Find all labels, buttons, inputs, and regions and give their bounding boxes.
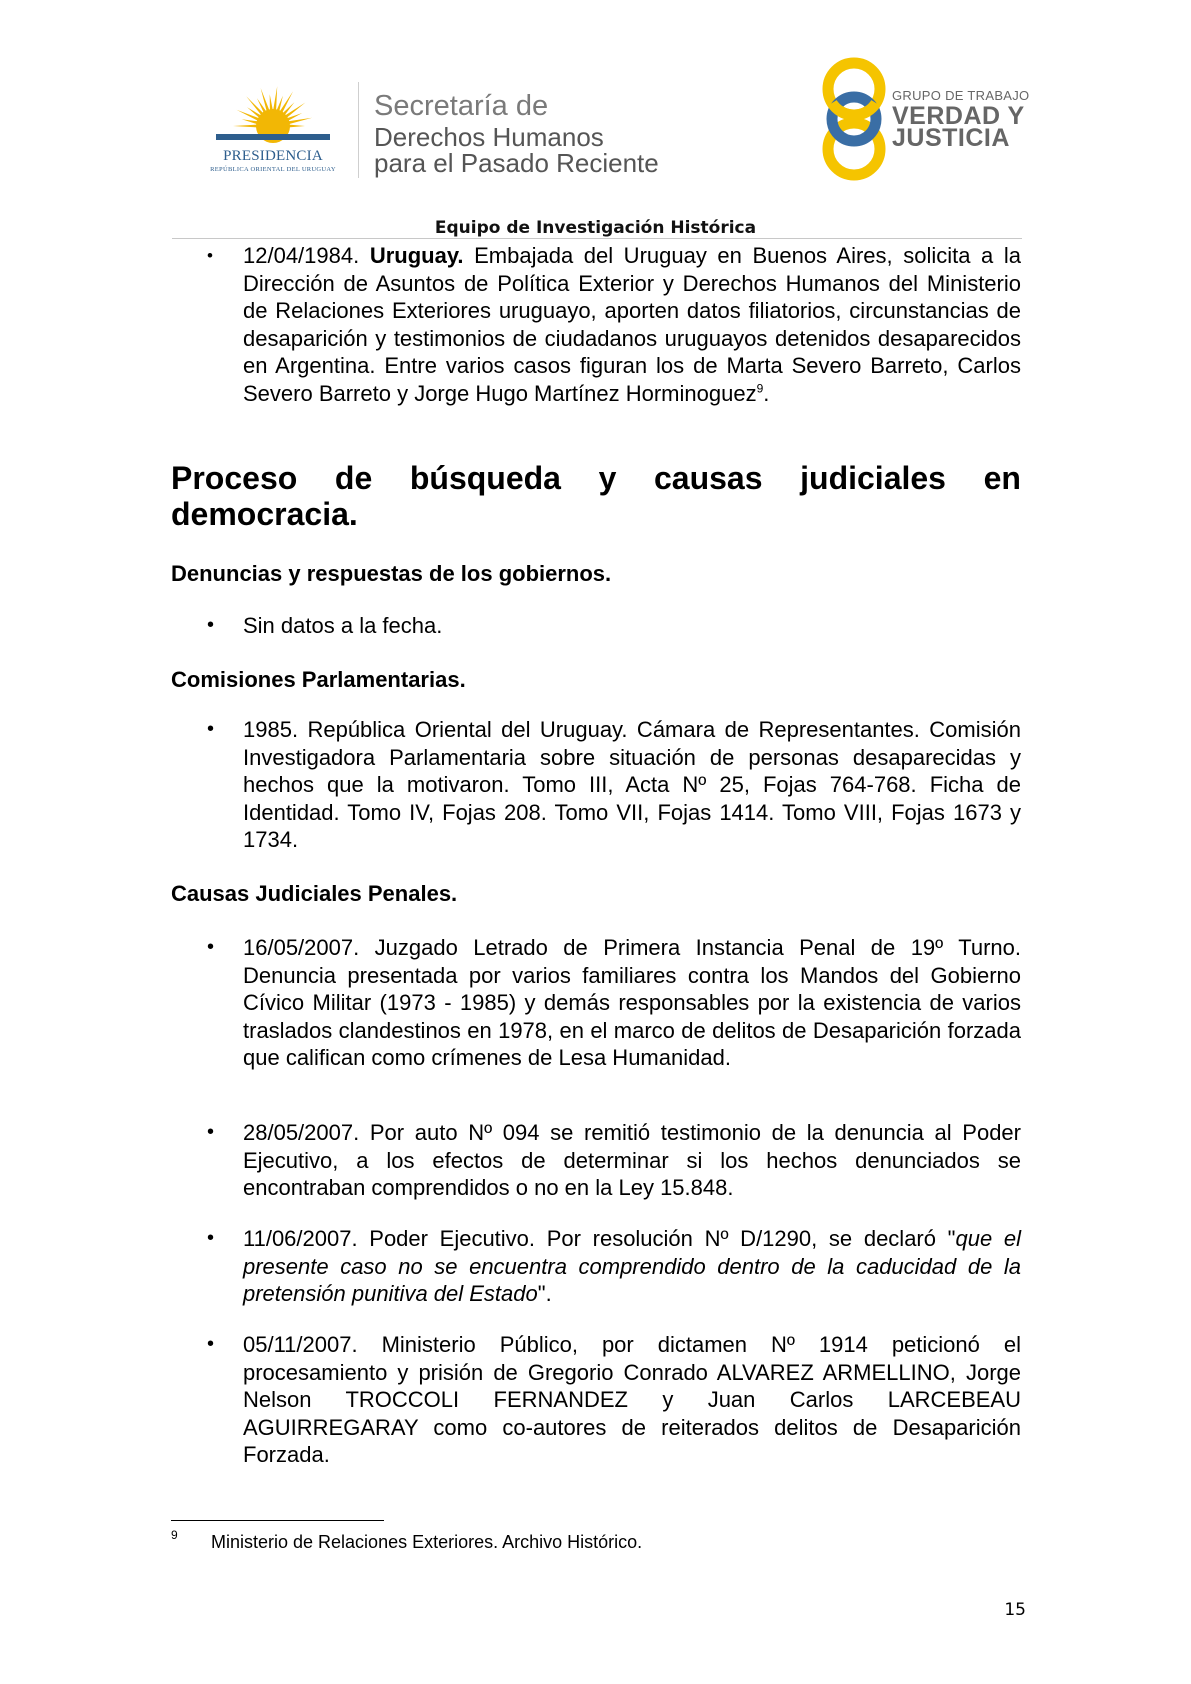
- bullet-icon: •: [207, 1121, 215, 1143]
- title-word: judiciales: [800, 460, 946, 496]
- denuncias-item: Sin datos a la fecha.: [243, 613, 443, 638]
- team-title: Equipo de Investigación Histórica: [434, 218, 757, 238]
- bullet-icon: •: [207, 936, 215, 958]
- page-number: 15: [1004, 1600, 1026, 1620]
- comisiones-heading: Comisiones Parlamentarias.: [171, 667, 466, 692]
- title-word: y: [598, 460, 617, 496]
- header-rule: [172, 238, 1022, 239]
- causas-item-1: 16/05/2007. Juzgado Letrado de Primera Instancia Penal de 19º Turno. Denuncia presentada por varios familiares contra los Mandos del Gobierno Cívico Militar (1973 - 1985) y demás responsables por la existencia de varios traslados clandestinos en 1978, en el marco de delitos de Desaparición forzada que califican como crímenes de Lesa Humanidad.: [243, 935, 1021, 1071]
- intro-text: Embajada del Uruguay en Buenos Aires, solicita a la Dirección de Asuntos de Política Exterior y Derechos Humanos del Ministerio de Relaciones Exteriores uruguayo, aporten datos filiatorios, circunstancias de desaparición y testimonios de ciudadanos uruguayos detenidos desaparecidos en Argentina. Entre varios casos figuran los de Marta Severo Barreto, Carlos Severo Barreto y Jorge Hugo Martínez Horminoguez: [243, 243, 1021, 406]
- causas-item-3: [243, 1225, 1021, 1308]
- intro-list-item: [243, 242, 1021, 408]
- footnote-ref[interactable]: 9: [756, 381, 764, 396]
- presidencia-subtitle: REPÚBLICA ORIENTAL DEL URUGUAY: [210, 166, 336, 173]
- intro-country: Uruguay.: [369, 243, 464, 268]
- justicia-label: JUSTICIA: [892, 124, 1010, 152]
- bullet-icon: •: [207, 718, 215, 740]
- title-word: Proceso: [171, 460, 298, 496]
- secretaria-line-3: para el Pasado Reciente: [374, 148, 659, 178]
- footnote-number: 9: [171, 1528, 178, 1542]
- causas-item-4: 05/11/2007. Ministerio Público, por dictamen Nº 1914 peticionó el procesamiento y prisión de Gregorio Conrado ALVAREZ ARMELLINO, Jorge Nelson TROCCOLI FERNANDEZ y Juan Carlos LARCEBEAU AGUIRREGARAY como co-autores de reiterados delitos de Desaparición Forzada.: [243, 1332, 1021, 1468]
- secretaria-line-2: Derechos Humanos: [374, 122, 604, 152]
- grupo-trabajo-label: GRUPO DE TRABAJO: [892, 88, 1030, 103]
- presidencia-label: PRESIDENCIA: [223, 148, 323, 164]
- bullet-icon: •: [207, 1227, 215, 1249]
- secretaria-line-1: Secretaría de: [374, 90, 549, 122]
- comisiones-item: 1985. República Oriental del Uruguay. Cámara de Representantes. Comisión Investigadora Parlamentaria sobre situación de personas desaparecidas y hechos que la motivaron. Tomo III, Acta Nº 25, Fojas 764-768. Ficha de Identidad. Tomo IV, Fojas 208. Tomo VII, Fojas 1414. Tomo VIII, Fojas 1673 y 1734.: [243, 717, 1021, 853]
- intro-date: 12/04/1984.: [243, 243, 360, 268]
- bullet-icon: •: [207, 1333, 215, 1355]
- title-word: de: [334, 460, 373, 496]
- section-title-line-1: [171, 460, 1021, 496]
- title-word: en: [983, 460, 1021, 496]
- section-title-line-2: democracia.: [171, 496, 358, 532]
- intro-end: .: [763, 380, 770, 406]
- header-divider: [358, 82, 359, 178]
- title-word: causas: [653, 460, 763, 496]
- item3-post: ".: [537, 1281, 552, 1307]
- causas-item-2: 28/05/2007. Por auto Nº 094 se remitió testimonio de la denuncia al Poder Ejecutivo, a los efectos de determinar si los hechos denunciados se encontraban comprendidos o no en la Ley 15.848.: [243, 1120, 1021, 1201]
- denuncias-heading: Denuncias y respuestas de los gobiernos.: [171, 561, 612, 586]
- bullet-icon: •: [207, 246, 213, 265]
- item3-quote: que el presente caso no se encuentra comprendido dentro de la caducidad de la pretensión punitiva del Estado: [243, 1226, 1021, 1307]
- item3-pre: 11/06/2007. Poder Ejecutivo. Por resolución Nº D/1290, se declaró ": [243, 1226, 956, 1251]
- footnote-rule: [171, 1520, 384, 1521]
- section-title: [171, 460, 1021, 532]
- footnote-text: Ministerio de Relaciones Exteriores. Archivo Histórico.: [211, 1532, 643, 1552]
- bullet-icon: •: [207, 614, 215, 636]
- title-word: búsqueda: [409, 460, 561, 496]
- verdad-label: VERDAD Y: [892, 102, 1025, 130]
- causas-heading: Causas Judiciales Penales.: [171, 881, 458, 906]
